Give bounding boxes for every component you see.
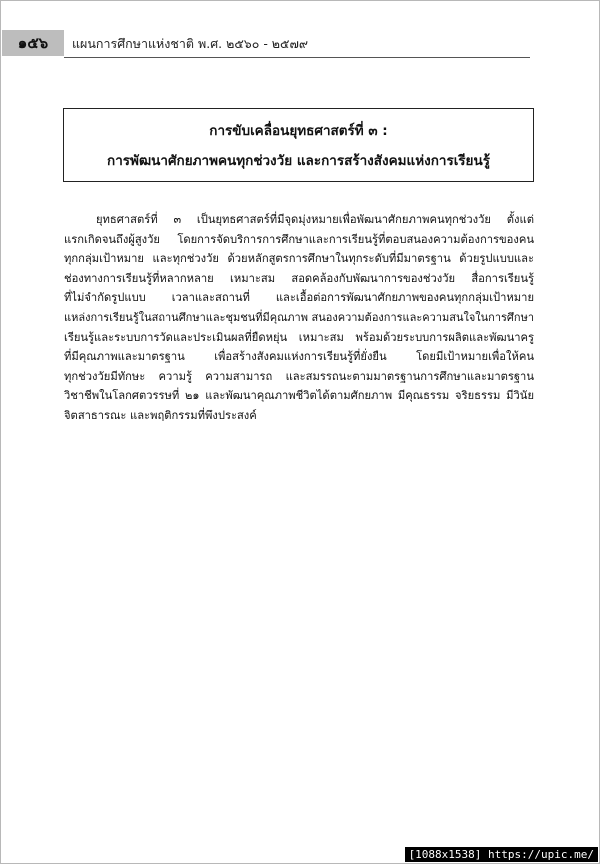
body-paragraph bbox=[64, 210, 534, 426]
header-divider bbox=[64, 57, 530, 58]
paragraph-line: ที่ไม่จำกัดรูปแบบ เวลาและสถานที่ และเอื้อต่อการพัฒนาศักยภาพของคนทุกกลุ่มเป้าหมาย bbox=[64, 291, 534, 305]
image-watermark: [1088x1538] https://upic.me/ bbox=[405, 847, 598, 862]
chapter-title-line-1: การขับเคลื่อนยุทธศาสตร์ที่ ๓ : bbox=[209, 123, 388, 139]
paragraph-line: แหล่งการเรียนรู้ในสถานศึกษาและชุมชนที่มีคุณภาพ สนองความต้องการและความสนใจในการศึกษา bbox=[64, 310, 534, 324]
paragraph-line: ช่องทางการเรียนรู้ที่หลากหลาย เหมาะสม สอดคล้องกับพัฒนาการของช่วงวัย สื่อการเรียนรู้ bbox=[64, 271, 534, 285]
page-number: ๑๕๖ bbox=[2, 30, 64, 56]
paragraph-line: วิชาชีพในโลกศตวรรษที่ ๒๑ และพัฒนาคุณภาพชีวิตได้ตามศักยภาพ มีคุณธรรม จริยธรรม มีวินัย bbox=[64, 389, 534, 403]
chapter-title-box bbox=[63, 108, 534, 182]
running-header-title: แผนการศึกษาแห่งชาติ พ.ศ. ๒๕๖๐ - ๒๕๗๙ bbox=[72, 36, 309, 51]
paragraph-line: ทุกช่วงวัยมีทักษะ ความรู้ ความสามารถ และสมรรถนะตามมาตรฐานการศึกษาและมาตรฐาน bbox=[64, 369, 534, 383]
paragraph-line: ทุกกลุ่มเป้าหมาย และทุกช่วงวัย ด้วยหลักสูตรการศึกษาในทุกระดับที่มีมาตรฐาน ด้วยรูปแบบและ bbox=[64, 252, 534, 266]
paragraph-line: ที่มีคุณภาพและมาตรฐาน เพื่อสร้างสังคมแห่งการเรียนรู้ที่ยั่งยืน โดยมีเป้าหมายเพื่อให้คน bbox=[64, 350, 534, 364]
chapter-title-line-2: การพัฒนาศักยภาพคนทุกช่วงวัย และการสร้างสังคมแห่งการเรียนรู้ bbox=[107, 153, 490, 169]
paragraph-line: แรกเกิดจนถึงผู้สูงวัย โดยการจัดบริการการศึกษาและการเรียนรู้ที่ตอบสนองความต้องการของคน bbox=[64, 232, 534, 246]
paragraph-line: เรียนรู้และระบบการวัดและประเมินผลที่ยืดหยุ่น เหมาะสม พร้อมด้วยระบบการผลิตและพัฒนาครู bbox=[64, 330, 534, 344]
paragraph-line: จิตสาธารณะ และพฤติกรรมที่พึงประสงค์ bbox=[64, 408, 257, 422]
paragraph-line: ยุทธศาสตร์ที่ ๓ เป็นยุทธศาสตร์ที่มีจุดมุ่งหมายเพื่อพัฒนาศักยภาพคนทุกช่วงวัย ตั้งแต่ bbox=[96, 213, 534, 226]
